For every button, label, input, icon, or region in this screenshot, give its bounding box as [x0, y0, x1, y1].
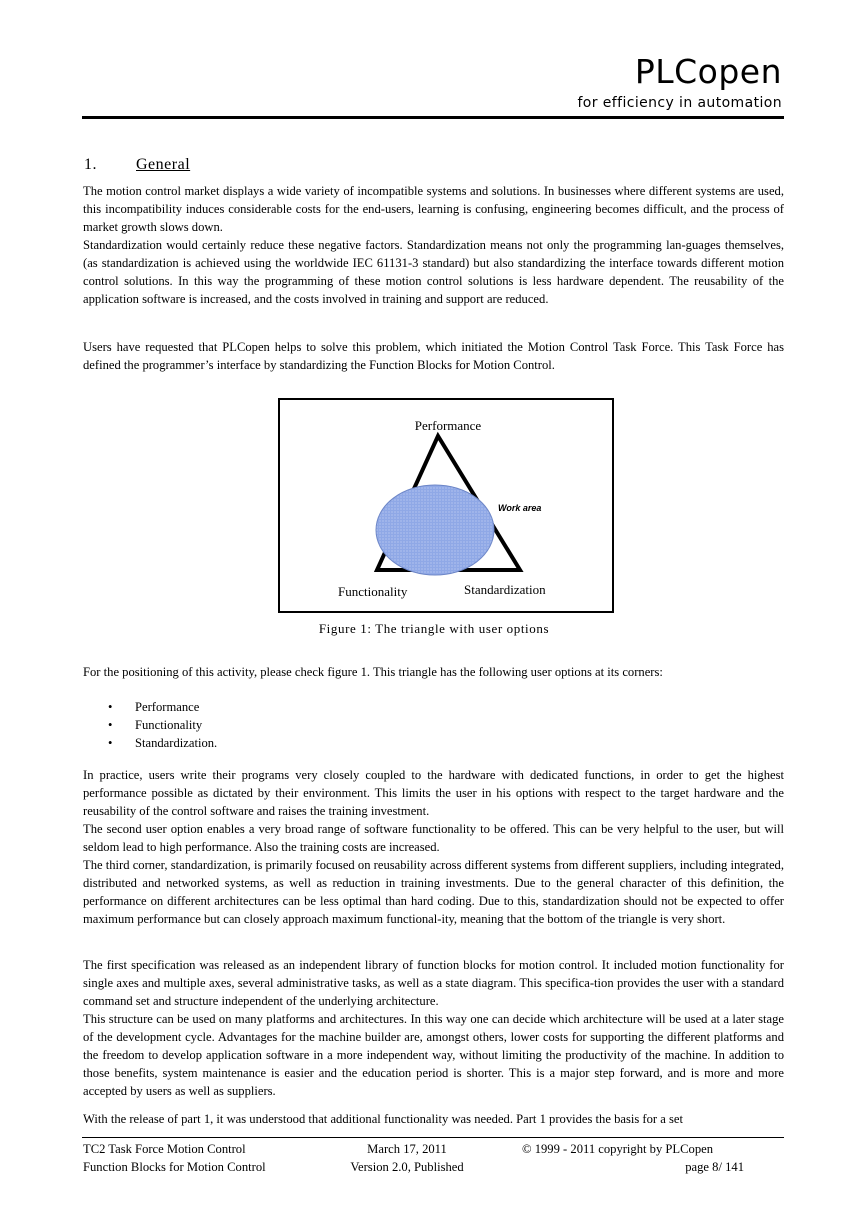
footer-right: [522, 1140, 744, 1176]
paragraph-intro: The motion control market displays a wide variety of incompatible systems and solutions. In businesses where different systems are used, this incompatibility induces considerable costs for the end-users, learning is confusing, engineering becomes difficult, and the process of market growth slows down.: [83, 184, 784, 234]
header-divider: [82, 116, 784, 119]
section-heading: [84, 156, 190, 174]
label-performance: Performance: [414, 418, 482, 433]
footer-page-number: page 8/ 141: [685, 1160, 744, 1174]
list-item: • Performance: [108, 700, 200, 714]
footer-divider: [82, 1137, 784, 1138]
footer-doc-title: Function Blocks for Motion Control: [83, 1160, 266, 1174]
footer-middle: [334, 1140, 480, 1176]
paragraph-third-corner: The third corner, standardization, is primarily focused on reusability across different systems from different suppliers, including integrated, distributed and networked systems, as well as reduction in training investments. Due to the general character of this definition, the performance on different architectures can be less optimal than hard coding. Due to this, standardization should not be expected to offer maximum performance but can closely approach maximum functional-ity, meaning that the bottom of the triangle is very short.: [83, 858, 784, 926]
work-area-ellipse: [376, 485, 494, 575]
label-functionality: Functionality: [338, 584, 408, 599]
paragraph-task-force: Users have requested that PLCopen helps to solve this problem, which initiated the Motion Control Task Force. This Task Force has defined the programmer’s interface by standardizing the Function Blocks for Motion Control.: [83, 340, 784, 372]
paragraph-practice: In practice, users write their programs very closely coupled to the hardware with dedicated functions, in order to get the highest performance possible as dictated by their environment. This limits the user in his options with respect to the target hardware and the reusability of the control software and raises the training investment.: [83, 768, 784, 818]
section-title: General: [136, 156, 191, 173]
list-item: • Functionality: [108, 718, 203, 732]
footer-date: March 17, 2011: [367, 1142, 447, 1156]
footer-copyright: © 1999 - 2011 copyright by PLCopen: [522, 1142, 713, 1156]
user-options-list: [108, 698, 217, 752]
bullet-icon: •: [108, 736, 113, 750]
paragraph-second-option: The second user option enables a very broad range of software functionality to be offered. This can be very helpful to the user, but will seldom lead to high performance. Also the training costs are increased.: [83, 822, 784, 854]
triangle-diagram: [280, 400, 612, 611]
bullet-icon: •: [108, 700, 113, 714]
paragraph-positioning: For the positioning of this activity, please check figure 1. This triangle has the following user options at its corners:: [83, 665, 663, 679]
figure-caption: Figure 1: The triangle with user options: [318, 621, 550, 636]
bullet-icon: •: [108, 718, 113, 732]
label-work-area: Work area: [498, 503, 542, 513]
footer-left: [83, 1140, 266, 1176]
brand-tagline: for efficiency in automation: [577, 95, 782, 111]
paragraph-standardization: Standardization would certainly reduce these negative factors. Standardization means not only the programming lan-guages themselves, (as standardization is achieved using the worldwide IEC 61131-3 standard) but also standardizing the interface towards different motion control solutions. In this way the programming of these motion control solutions is less hardware dependent. The reusability of the application software is increased, and the costs involved in training and support are reduced.: [83, 238, 784, 306]
figure-triangle: [278, 398, 614, 613]
section-number: 1.: [84, 156, 97, 173]
brand-logo-text: PLCopen: [634, 52, 782, 91]
paragraph-structure: This structure can be used on many platforms and architectures. In this way one can decide which architecture will be used at a later stage of the development cycle. Advantages for the machine builder are, amongst others, lower costs for supporting the different platforms and the freedom to develop application software in a more independent way, without limiting the productivity of the machine. In addition to those benefits, system maintenance is easier and the education period is shorter. This is a major step forward, and is more and more accepted by users as well as suppliers.: [83, 1012, 784, 1098]
footer-version: Version 2.0, Published: [350, 1160, 464, 1174]
footer-task-force: TC2 Task Force Motion Control: [83, 1142, 246, 1156]
label-standardization: Standardization: [464, 582, 546, 597]
paragraph-part1: With the release of part 1, it was understood that additional functionality was needed. Part 1 provides the basis for a set: [83, 1112, 683, 1126]
list-item: • Standardization.: [108, 736, 218, 750]
paragraph-first-spec: The first specification was released as an independent library of function blocks for motion control. It included motion functionality for single axes and multiple axes, several administrative tasks, as well as a state diagram. This specifica-tion provides the user with a standard command set and structure independent of the underlying architecture.: [83, 958, 784, 1008]
